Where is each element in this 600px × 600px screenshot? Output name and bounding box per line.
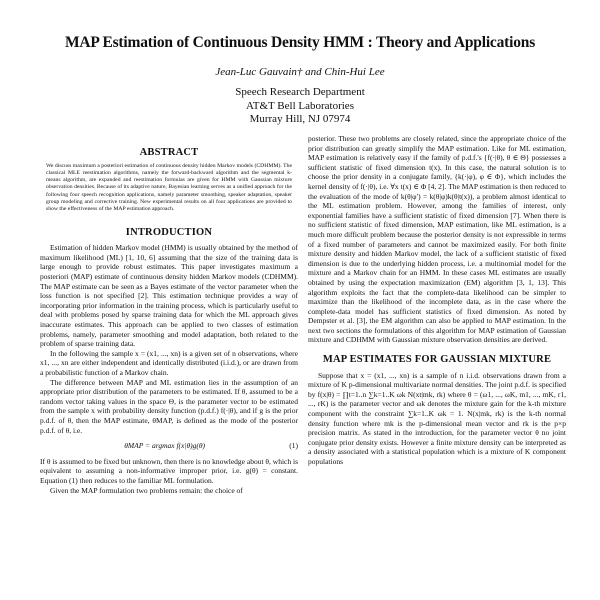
section-heading-map-gaussian: MAP ESTIMATES FOR GAUSSIAN MIXTURE	[322, 354, 552, 366]
affiliation	[0, 86, 600, 127]
equation-number: (1)	[289, 441, 298, 451]
affiliation-city: Murray Hill, NJ 07974	[249, 113, 351, 125]
left-column	[40, 148, 298, 495]
intro-paragraph: Given the MAP formulation two problems remain: the choice of	[50, 485, 243, 495]
intro-paragraph: Estimation of hidden Markov model (HMM) is usually obtained by the method of maximum likelihood (ML) [1, 10, 6] assuming that the size of the training data is large enough to provide robust estimates. This paper investigates maximum a posteriori (MAP) estimate of continuous density hidden Markov models (CDHMM). The MAP estimate can be seen as a Bayes estimate of the vector parameter when the loss function is not specified [2]. This estimation technique provides a way of incorporating prior information in the training process, which is particularly useful to deal with problems posed by sparse training data for which the ML approach gives inaccurate estimates. This approach can be applied to two classes of estimation problems, namely, parameter smoothing and model adaptation, both related to the problem of sparse training data.	[40, 243, 298, 349]
equation-body: θMAP = argmax f(x|θ)g(θ)	[124, 441, 206, 451]
intro-paragraph: The difference between MAP and ML estimation lies in the assumption of an appropriate prior distribution of the parameters to be estimated. If θ, assumed to be a random vector taking values in the space Θ, is the parameter vector to be estimated from the sample x with probability density function (p.d.f.) f(·|θ), and if g is the prior p.d.f. of θ, then the MAP estimate, θMAP, is defined as the mode of the posterior p.d.f. of θ, i.e.	[40, 377, 298, 435]
equation-1	[40, 441, 298, 451]
body-paragraph: posterior. These two problems are closely related, since the appropriate choice of the prior distribution can greatly simplify the MAP estimation. Like for ML estimation, MAP estimation is relatively easy if the family of p.d.f.'s {f(·|θ), θ ∈ Θ} possesses a sufficient statistic of fixed dimension t(x). In this case, the natural solution is to choose the prior density in a conjugate family, {k(·|φ), φ ∈ Φ}, which includes the kernel density of f(·|θ), i.e. ∀x t(x) ∈ Φ [4, 2]. The MAP estimation is then reduced to the evaluation of the mode of k(θ|φ′) = k(θ|φ)k(θ|t(x)), a problem almost identical to the ML estimation problem. However, among the families of interest, only exponential families have a sufficient statistic of fixed dimension [7]. When there is no sufficient statistic of fixed dimension, MAP estimation, like ML estimation, is a much more difficult problem because the posterior density is not expressible in terms of a fixed number of parameters and cannot be maximized easily. For both finite mixture density and hidden Markov model, the lack of a sufficient statistic of fixed dimension is due to the underlying hidden process, i.e. a multinomial model for the mixture and a Markov chain for an HMM. In these cases ML estimates are usually obtained by using the expectation maximization (EM) algorithm [3, 1, 13]. This algorithm exploits the fact that the complete-data likelihood can be simpler to maximize than the likelihood of the incomplete data, as in the case where the complete-data model has sufficient statistics of fixed dimension. As noted by Dempster et al. [3], the EM algorithm can also be applied to MAP estimation. In the next two sections the formulations of this algorithm for MAP estimation of Gaussian mixture and CDHMM with Gaussian mixture observation densities are derived.	[308, 134, 566, 345]
paper-authors: Jean-Luc Gauvain† and Chin-Hui Lee	[215, 66, 385, 78]
affiliation-org: AT&T Bell Laboratories	[246, 99, 354, 112]
affiliation-dept: Speech Research Department	[235, 86, 365, 98]
right-column	[308, 134, 566, 467]
abstract-heading: ABSTRACT	[139, 147, 199, 158]
abstract-text: We discuss maximum a posteriori estimation of continuous density hidden Markov models (CDHMM). The classical MLE reestimation algorithms, namely the forward-backward algorithm and the segmental k-means algorithm, are expanded and reestimation formulas are given for HMM with Gaussian mixture observation densities. Because of its adaptive nature, Bayesian learning serves as a unified approach for the following four speech recognition applications, namely parameter smoothing, speaker adaptation, speaker group modeling and corrective training. New experimental results on all four applications are provided to show the effectiveness of the MAP estimation approach.	[46, 162, 292, 213]
paper-title: MAP Estimation of Continuous Density HMM : Theory and Applications	[64, 34, 536, 51]
introduction-heading: INTRODUCTION	[125, 226, 213, 238]
intro-paragraph: In the following the sample x = (x1, ..., xn) is a given set of n observations, where x1, ..., xn are either independent and identically distributed (i.i.d.), or are drawn from a probabilistic function of a Markov chain.	[40, 348, 298, 377]
intro-paragraph: If θ is assumed to be fixed but unknown, then there is no knowledge about θ, which is equivalent to assuming a non-informative improper prior, i.e. g(θ) = constant. Equation (1) then reduces to the familiar ML formulation.	[40, 456, 298, 485]
body-paragraph: Suppose that x = (x1, ..., xn) is a sample of n i.i.d. observations drawn from a mixture of K p-dimensional multivariate normal densities. The joint p.d.f. is specified by f(x|θ) = ∏t=1..n ∑k=1..K ωk N(xt|mk, rk) where θ = (ω1, ..., ωK, m1, ..., mK, r1, ..., rK) is the parameter vector and ωk denotes the mixture gain for the k-th mixture component with the constraint ∑k=1..K ωk = 1. N(x|mk, rk) is the k-th normal density function where mk is the p-dimensional mean vector and rk is the p×p precision matrix. As stated in the introduction, for the parameter vector θ no joint conjugate prior density exists. However a finite mixture density can be interpreted as a density associated with a statistical population which is a mixture of K component populations	[308, 370, 566, 466]
